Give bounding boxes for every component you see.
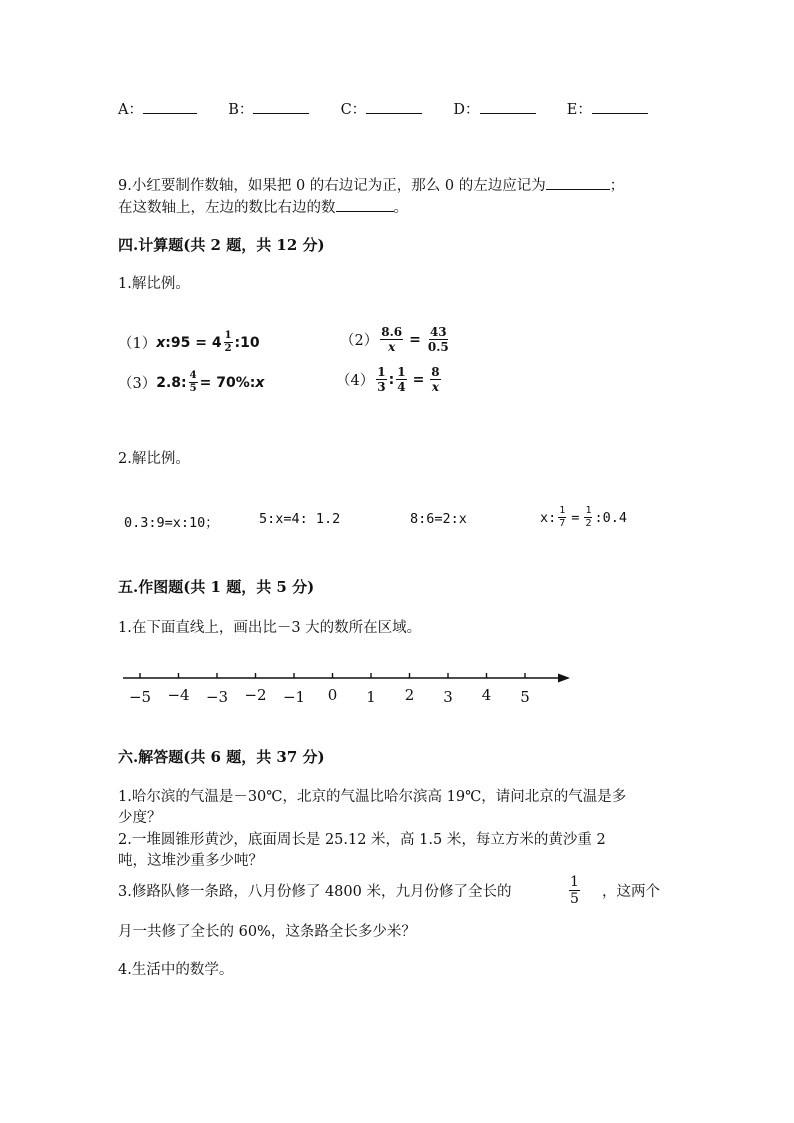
proportion-4-colon: : [388,371,395,388]
proportion-2-label: （2） [340,333,379,349]
question-9-line-1 [118,174,624,195]
answer-label-d: D： [453,102,480,118]
proportion-2-4-equals: = [571,509,580,526]
proportion-4-fraction-3: $\frac{8}{x}$ [431,365,440,394]
proportion-2-equals: = [409,331,421,348]
proportion-3-label: （3） [118,376,157,392]
section-6-q1-line-2: 少度？ [118,810,162,826]
number-line-label: 5 [520,688,530,706]
section-4-title: 四.计算题(共 2 题，共 12 分) [118,236,325,254]
number-line-label: 1 [366,688,376,706]
proportion-2-2: 5:x=4: 1.2 [259,511,341,527]
proportion-1-mid: :95 = 4 [165,334,222,351]
answer-label-c: C： [340,102,367,118]
proportion-3-head: 2.8: [156,374,187,391]
proportion-1-label: （1） [118,336,157,352]
section-6-q4: 4.生活中的数学。 [118,962,234,978]
proportion-2-4-head: x: [540,509,557,526]
proportion-2-fraction-2: $\frac{43}{0.5}$ [427,325,449,354]
section-6-q3-head: 3.修路队修一条路，八月份修了 4800 米，九月份修了全长的 [118,884,512,900]
section-6-q3-line-2: 月一共修了全长的 60%，这条路全长多少米？ [118,924,416,940]
number-line-label: −1 [282,688,306,706]
section-4-q1-title: 1.解比例。 [118,276,190,292]
section-6-q3-fraction: $\frac{1}{5}$ [570,874,579,907]
section-5-title: 五.作图题(共 1 题，共 5 分) [118,578,315,596]
question-9-line-2 [118,196,408,217]
question-9-blank-1[interactable] [546,177,610,190]
proportion-2-4-fraction-1: $\frac{1}{7}$ [559,505,566,529]
section-4-q2-title: 2.解比例。 [118,451,190,467]
section-6-title: 六.解答题(共 6 题，共 37 分) [118,748,325,766]
number-line-label: −2 [244,686,267,704]
proportion-4-label: （4） [336,373,375,389]
answer-blanks-row [118,98,648,119]
number-line-label: 3 [443,688,453,706]
answer-blank-a[interactable] [143,101,197,114]
section-6-q1-line-1: 1.哈尔滨的气温是－30℃，北京的气温比哈尔滨高 19℃，请问北京的气温是多 [118,789,627,805]
proportion-2-4-tail: :0.4 [594,509,627,526]
proportion-3 [118,371,264,394]
number-line-label: 2 [404,686,415,704]
proportion-3-fraction: $\frac{4}{5}$ [189,370,197,394]
proportion-3-x: x [255,374,265,391]
proportion-4-equals: = [412,371,425,388]
number-line-label: −5 [128,688,152,706]
proportion-1-tail: :10 [234,334,260,351]
section-6-q3-line-1 [118,880,511,901]
proportion-4 [336,366,443,393]
section-5-q1: 1.在下面直线上，画出比－3 大的数所在区域。 [118,620,422,636]
number-line-label: −4 [167,686,190,704]
question-9-punct-1: ； [609,178,625,194]
proportion-3-tail: = 70%: [199,374,256,391]
number-line-arrow [558,674,570,683]
proportion-2-4 [540,506,627,529]
answer-label-e: E： [566,102,592,118]
proportion-2-3: 8:6=2:x [410,511,467,527]
answer-label-b: B： [228,102,254,118]
section-6-q3-tail: ，这两个 [602,884,660,900]
number-line-label: 0 [327,686,338,704]
number-line[interactable] [115,664,575,712]
section-6-q2-line-1: 2.一堆圆锥形黄沙，底面周长是 25.12 米，高 1.5 米，每立方米的黄沙重 2 [118,832,606,848]
number-line-label: −3 [205,688,229,706]
proportion-4-fraction-2: $\frac{1}{4}$ [397,365,406,394]
question-9-text: 9.小红要制作数轴，如果把 0 的右边记为正，那么 0 的左边应记为 [118,178,546,194]
proportion-1 [118,331,260,354]
question-9-punct-2: 。 [393,200,408,216]
proportion-2 [340,326,452,353]
answer-blank-b[interactable] [253,101,309,114]
proportion-2-fraction-1: $\frac{8.6}{x}$ [381,325,403,354]
proportion-1-x: x [156,334,166,351]
proportion-1-fraction: $\frac{1}{2}$ [224,330,232,354]
answer-label-a: A： [118,102,143,118]
section-6-q2-line-2: 吨，这堆沙重多少吨？ [118,853,263,869]
question-9-text-2: 在这数轴上，左边的数比右边的数 [118,200,336,216]
question-9-blank-2[interactable] [336,199,394,212]
proportion-2-4-fraction-2: $\frac{1}{2}$ [585,505,592,529]
proportion-4-fraction-1: $\frac{1}{3}$ [377,365,386,394]
number-line-label: 4 [481,686,492,704]
answer-blank-c[interactable] [366,101,422,114]
answer-blank-d[interactable] [480,101,536,114]
proportion-2-1: 0.3:9=x:10； [124,515,219,531]
answer-blank-e[interactable] [592,101,648,114]
